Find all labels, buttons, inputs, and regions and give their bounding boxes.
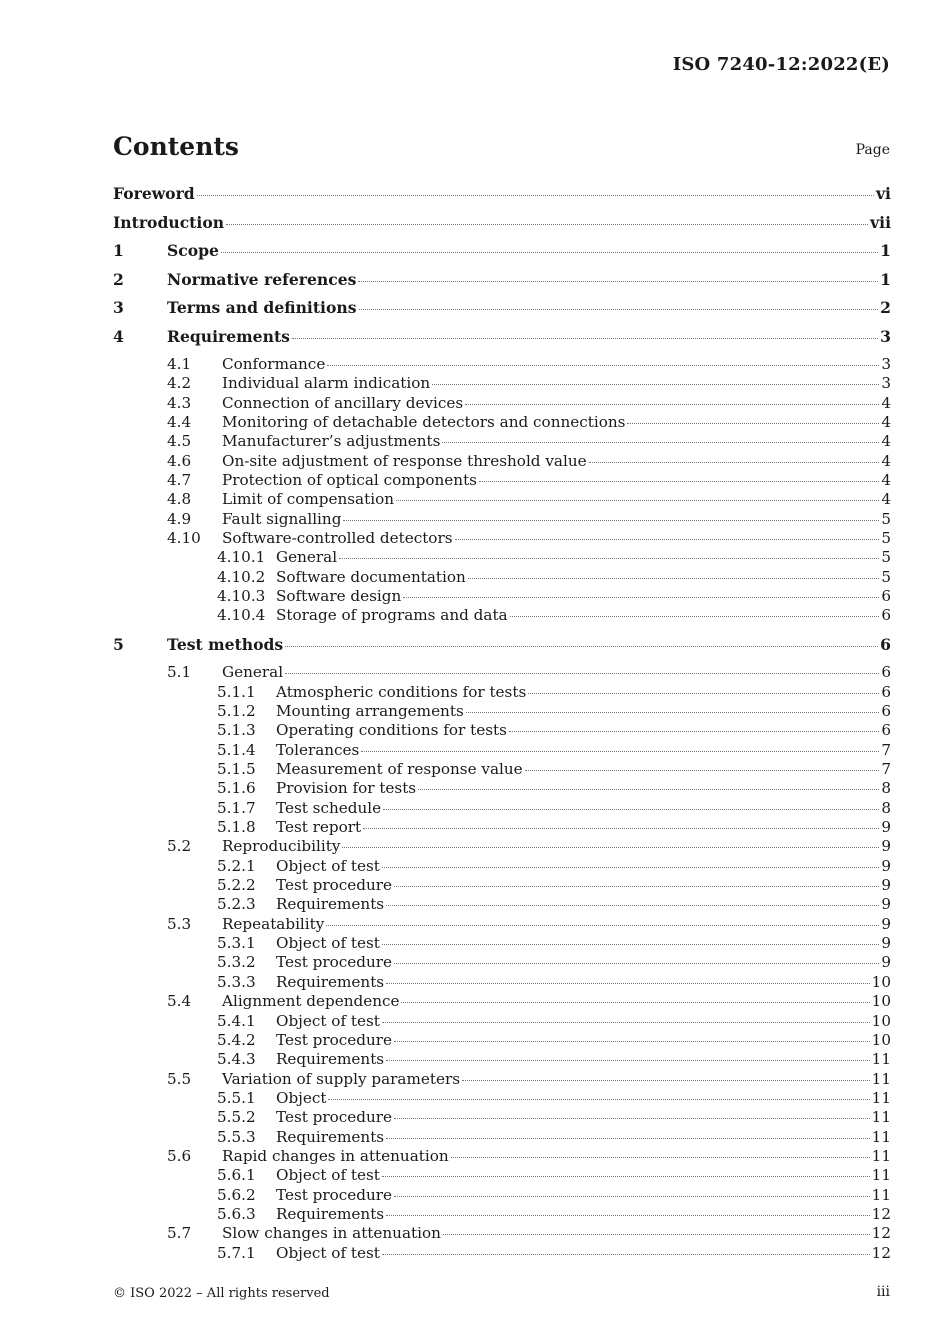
dot-leader [343,520,879,521]
toc-entry[interactable] [113,857,891,876]
toc-entry-number: 5.3.3 [217,972,256,991]
toc-entry-page: 9 [881,837,891,856]
toc-entry[interactable] [113,529,891,548]
toc-entry[interactable] [113,606,891,625]
toc-entry-title[interactable]: Mounting arrangements [276,702,464,720]
dot-leader [342,847,879,848]
toc-entry-number: 5.1.7 [217,798,256,817]
toc-entry-page: 3 [881,355,891,373]
dot-leader [359,309,879,310]
toc-entry-number: 5.6.2 [217,1185,256,1204]
toc-entry[interactable] [113,683,891,702]
toc-entry-page: 9 [881,895,891,914]
toc-entry-number: 4.3 [167,393,192,412]
dot-leader [403,597,879,598]
dot-leader [386,1215,870,1216]
toc-entry-title[interactable]: Requirements [276,972,385,991]
toc-entry-number: 4 [113,326,124,346]
toc-entry-title[interactable]: Software documentation [276,567,466,586]
toc-entry[interactable] [113,298,891,327]
dot-leader [394,963,879,964]
toc-entry-title[interactable]: Requirements [276,1050,385,1069]
dot-leader [443,1234,870,1235]
toc-entry-page: 4 [881,451,891,470]
toc-entry[interactable] [113,973,891,992]
dot-leader [382,944,879,945]
toc-entry-page: 12 [871,1204,891,1223]
toc-entry-page: 4 [881,471,891,490]
dot-leader [382,867,879,868]
toc-entry[interactable] [113,432,891,451]
toc-entry-page: 11 [871,1185,891,1204]
toc-entry[interactable] [113,934,891,953]
toc-entry-number: 5.4 [167,992,192,1011]
toc-entry-title[interactable]: Scope [167,241,219,260]
toc-entry-number: 5.1.2 [217,702,256,720]
toc-entry[interactable] [113,490,891,509]
dot-leader [363,828,879,829]
toc-entry-number: 5.1.3 [217,721,256,740]
toc-entry-number: 4.2 [167,374,192,393]
toc-entry[interactable] [113,663,891,682]
toc-entry-title[interactable]: Monitoring of detachable detectors and connections [222,413,626,432]
toc-entry-page: 11 [871,1146,891,1165]
toc-entry-page: 6 [881,721,891,740]
toc-entry-page: 5 [881,529,891,548]
toc-entry[interactable] [113,1089,891,1108]
dot-leader [418,789,879,790]
toc-entry-title[interactable]: Manufacturer’s adjustments [222,432,441,451]
toc-entry-number: 5.2.1 [217,856,256,875]
toc-entry-page: 3 [880,326,891,346]
toc-entry-title[interactable]: Test procedure [276,1030,393,1049]
toc-entry-number: 5.5.1 [217,1088,256,1107]
dot-leader [394,1118,870,1119]
toc-entry-page: 2 [880,298,891,317]
toc-entry-page: 7 [881,760,891,779]
dot-leader [466,712,880,713]
toc-entry-page: 5 [881,548,891,567]
toc-entry-number: 5.2.3 [217,895,256,914]
toc-entry-title[interactable]: Object of test [276,856,380,875]
toc-entry-title[interactable]: Individual alarm indication [222,374,431,393]
toc-entry-page: 11 [871,1069,891,1088]
toc-entry[interactable] [113,1050,891,1069]
toc-entry-title[interactable]: General [222,663,284,682]
dot-leader [386,1138,870,1139]
toc-entry[interactable] [113,721,891,740]
toc-entry-number: 4.5 [167,432,192,451]
toc-entry-number: 4.10.4 [217,606,266,625]
dot-leader [528,693,879,694]
document-id: ISO 7240-12:2022(E) [672,54,890,75]
dot-leader [326,925,879,926]
toc-entry[interactable] [113,1070,891,1089]
toc-entry-page: 6 [881,606,891,625]
toc-entry-title[interactable]: Test methods [167,634,284,654]
dot-leader [465,404,879,405]
toc-entry-title[interactable]: Measurement of response value [276,760,523,779]
dot-leader [328,1099,869,1100]
toc-entry-page: 4 [881,413,891,432]
dot-leader [479,481,879,482]
toc-entry-number: 5.2 [167,837,192,856]
toc-entry-page: 4 [881,490,891,509]
toc-entry[interactable] [113,915,891,934]
toc-entry-page: 1 [880,269,891,289]
toc-entry[interactable] [113,374,891,393]
toc-entry[interactable] [113,1244,891,1263]
toc-entry-title[interactable]: Atmospheric conditions for tests [276,682,527,701]
toc-entry-page: 10 [871,992,891,1011]
toc-entry-number: 5.1.8 [217,818,256,837]
toc-entry[interactable] [113,760,891,779]
toc-entry-page: 9 [881,934,891,953]
dot-leader [455,539,880,540]
toc-entry-page: 9 [881,953,891,972]
toc-entry-title[interactable]: On-site adjustment of response threshold value [222,451,587,470]
toc-entry[interactable] [113,471,891,490]
toc-entry-page: 10 [871,1030,891,1049]
toc-entry-page: 9 [881,914,891,933]
toc-entry-page: 9 [881,856,891,875]
dot-leader [386,1060,870,1061]
dot-leader [221,252,878,253]
toc-entry[interactable] [113,876,891,895]
toc-entry-title[interactable]: Introduction [113,212,225,232]
dot-leader [226,224,868,225]
dot-leader [401,1002,869,1003]
toc-entry-number: 1 [113,241,124,260]
toc-entry-number: 5.5.2 [217,1108,256,1127]
dot-leader [382,1176,870,1177]
toc-entry[interactable] [113,452,891,471]
toc-entry-page: 1 [880,241,891,260]
toc-entry-number: 3 [113,298,124,317]
toc-entry-number: 5.3.1 [217,934,256,953]
dot-leader [339,558,879,559]
dot-leader [327,365,879,366]
dot-leader [386,905,879,906]
copyright-notice: © ISO 2022 – All rights reserved [113,1286,330,1301]
dot-leader [285,646,878,647]
toc-entry-page: 5 [881,567,891,586]
toc-entry-title[interactable]: Test procedure [276,953,393,972]
toc-entry-number: 5.7.1 [217,1243,256,1262]
toc-entry-page: vi [876,184,891,203]
dot-leader [285,673,879,674]
toc-entry-number: 5.3 [167,914,192,933]
toc-entry[interactable] [113,1128,891,1147]
toc-entry[interactable] [113,1147,891,1166]
toc-entry[interactable] [113,510,891,529]
toc-entry-title[interactable]: Requirements [276,1127,385,1146]
toc-entry-page: 11 [871,1127,891,1146]
toc-entry-number: 4.10.3 [217,587,266,606]
toc-entry[interactable] [113,587,891,606]
toc-entry[interactable] [113,1012,891,1031]
toc-entry-number: 4.10.1 [217,548,266,567]
toc-entry[interactable] [113,1166,891,1185]
toc-entry[interactable] [113,355,891,374]
dot-leader [525,770,880,771]
toc-entry-title[interactable]: Software-controlled detectors [222,529,453,548]
toc-entry-number: 5.6.3 [217,1204,256,1223]
toc-entry[interactable] [113,799,891,818]
toc-entry-page: 5 [881,509,891,528]
toc-entry[interactable] [113,818,891,837]
toc-entry-title[interactable]: Fault signalling [222,509,342,528]
toc-entry-page: 6 [881,663,891,682]
dot-leader [468,578,880,579]
toc-entry-page: 10 [871,972,891,991]
toc-entry-title[interactable]: Storage of programs and data [276,606,508,625]
toc-entry-number: 5.1.4 [217,740,256,759]
toc-entry[interactable] [113,270,891,299]
toc-entry-title[interactable]: Foreword [113,184,195,203]
toc-entry-page: 9 [881,818,891,837]
toc-entry-title[interactable]: Normative references [167,269,357,289]
toc-entry-number: 4.4 [167,413,192,432]
toc-entry-title[interactable]: Test report [276,818,362,837]
toc-spacer [113,626,891,635]
toc-entry[interactable] [113,1108,891,1127]
page-column-label: Page [855,142,890,158]
toc-entry-page: 8 [881,779,891,798]
page-number: iii [876,1284,890,1300]
dot-leader [442,442,879,443]
dot-leader [394,886,879,887]
toc-entry-title[interactable]: Reproducibility [222,837,341,856]
toc-entry[interactable] [113,779,891,798]
toc-entry[interactable] [113,635,891,664]
toc-entry-page: 11 [871,1088,891,1107]
toc-entry-page: 4 [881,393,891,412]
toc-entry[interactable] [113,184,891,213]
toc-entry-page: 12 [871,1224,891,1243]
toc-entry-page: 11 [871,1166,891,1185]
toc-entry-title[interactable]: General [276,548,338,567]
toc-entry[interactable] [113,1205,891,1224]
toc-entry-title[interactable]: Test procedure [276,1185,393,1204]
toc-entry-page: 6 [881,702,891,720]
dot-leader [509,731,879,732]
toc-entry-page: 12 [871,1243,891,1262]
contents-heading: Contents [113,132,240,161]
toc-entry-page: 3 [881,374,891,393]
dot-leader [382,1254,870,1255]
toc-entry-page: 6 [880,634,891,654]
toc-entry-title[interactable]: Object [276,1088,327,1107]
toc-entry-number: 5.7 [167,1224,192,1243]
toc-entry[interactable] [113,837,891,856]
toc-entry-title[interactable]: Object of test [276,1243,380,1262]
toc-entry-title[interactable]: Provision for tests [276,779,417,798]
toc-entry-number: 5.4.3 [217,1050,256,1069]
dot-leader [462,1080,870,1081]
toc-entry-title[interactable]: Software design [276,587,402,606]
toc-entry-title[interactable]: Slow changes in attenuation [222,1224,441,1243]
toc-entry-title[interactable]: Alignment dependence [222,992,400,1011]
toc-entry-title[interactable]: Object of test [276,1011,380,1030]
toc-entry-number: 2 [113,269,124,289]
toc-entry-page: 11 [871,1108,891,1127]
dot-leader [627,423,879,424]
toc-entry[interactable] [113,413,891,432]
toc-entry-number: 5.2.2 [217,876,256,895]
toc-entry-number: 5.5.3 [217,1127,256,1146]
dot-leader [361,751,879,752]
dot-leader [432,384,879,385]
dot-leader [394,1041,870,1042]
toc-entry[interactable] [113,213,891,242]
toc-entry-number: 5.6.1 [217,1166,256,1185]
dot-leader [396,500,879,501]
dot-leader [197,195,874,196]
toc-entry-title[interactable]: Test procedure [276,876,393,895]
dot-leader [358,281,878,282]
toc-entry-number: 5.1.6 [217,779,256,798]
toc-entry[interactable] [113,1224,891,1243]
toc-entry-title[interactable]: Conformance [222,355,326,373]
toc-entry-title[interactable]: Object of test [276,934,380,953]
toc-entry-title[interactable]: Operating conditions for tests [276,721,507,740]
dot-leader [510,616,880,617]
toc-entry-title[interactable]: Test schedule [276,798,382,817]
toc-entry[interactable] [113,327,891,356]
toc-entry-title[interactable]: Tolerances [276,740,360,759]
dot-leader [589,462,880,463]
toc-entry-number: 5.1.1 [217,682,256,701]
toc-entry-title[interactable]: Requirements [167,326,290,346]
toc-entry-page: 6 [881,587,891,606]
toc-entry-title[interactable]: Protection of optical components [222,471,477,490]
toc-entry-title[interactable]: Rapid changes in attenuation [222,1146,449,1165]
toc-entry-title[interactable]: Terms and definitions [167,298,357,317]
toc-entry-number: 5.4.1 [217,1011,256,1030]
dot-leader [292,338,878,339]
toc-entry-title[interactable]: Test procedure [276,1108,393,1127]
toc-entry[interactable] [113,1186,891,1205]
toc-entry-number: 4.10 [167,529,201,548]
toc-entry-title[interactable]: Repeatability [222,914,325,933]
toc-entry-page: 9 [881,876,891,895]
toc-entry-number: 5.1 [167,663,192,682]
dot-leader [394,1196,870,1197]
toc-entry[interactable] [113,992,891,1011]
toc-entry[interactable] [113,741,891,760]
toc-entry-page: 10 [871,1011,891,1030]
toc-entry-page: 6 [881,682,891,701]
toc-entry[interactable] [113,1031,891,1050]
dot-leader [386,983,870,984]
toc-entry-number: 5.1.5 [217,760,256,779]
toc-entry-number: 4.1 [167,355,192,373]
toc-entry-page: 8 [881,798,891,817]
toc-entry-page: 7 [881,740,891,759]
toc-entry-page: 11 [871,1050,891,1069]
dot-leader [451,1157,870,1158]
toc-entry-number: 4.10.2 [217,567,266,586]
toc-entry-number: 4.9 [167,509,192,528]
toc-entry-title[interactable]: Requirements [276,1204,385,1223]
toc-entry-title[interactable]: Requirements [276,895,385,914]
toc-entry[interactable] [113,953,891,972]
toc-entry-page: vii [870,212,891,232]
toc-entry[interactable] [113,702,891,721]
toc-entry-title[interactable]: Connection of ancillary devices [222,393,464,412]
toc-entry-page: 4 [881,432,891,451]
dot-leader [382,1022,870,1023]
toc-entry-number: 5.6 [167,1146,192,1165]
toc-entry-title[interactable]: Limit of compensation [222,490,395,509]
toc-entry[interactable] [113,548,891,567]
toc-entry[interactable] [113,241,891,270]
toc-entry-number: 5 [113,634,124,654]
toc-entry-title[interactable]: Variation of supply parameters [222,1069,461,1088]
toc-entry[interactable] [113,568,891,587]
table-of-contents [113,184,891,1263]
toc-entry-number: 5.3.2 [217,953,256,972]
toc-entry-number: 4.7 [167,471,192,490]
toc-entry-number: 4.6 [167,451,192,470]
toc-entry[interactable] [113,895,891,914]
toc-entry-title[interactable]: Object of test [276,1166,380,1185]
toc-entry-number: 5.4.2 [217,1030,256,1049]
dot-leader [383,809,879,810]
toc-entry-number: 5.5 [167,1069,192,1088]
toc-entry[interactable] [113,394,891,413]
toc-entry-number: 4.8 [167,490,192,509]
